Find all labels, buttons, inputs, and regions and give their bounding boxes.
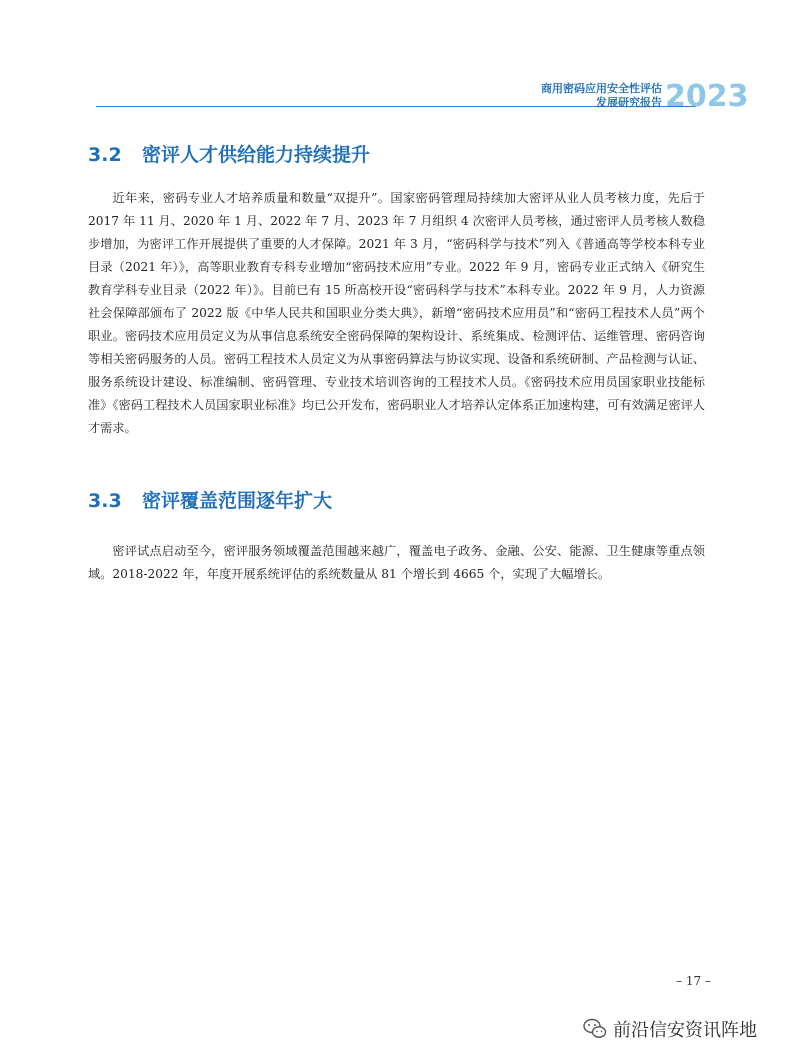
page-number: – 17 – (676, 974, 711, 988)
section-title: 密评覆盖范围逐年扩大 (142, 490, 333, 512)
report-header-title (541, 82, 662, 110)
report-title-line2: 发展研究报告 (596, 96, 662, 109)
watermark (583, 1014, 757, 1044)
report-title-line1: 商用密码应用安全性评估 (541, 82, 662, 95)
watermark-text: 前沿信安资讯阵地 (613, 1020, 757, 1041)
section-heading-3-3 (88, 482, 332, 520)
section-paragraph: 近年来，密码专业人才培养质量和数量“双提升”。国家密码管理局持续加大密评从业人员考核力度，先后于 2017 年 11 月、2020 年 1 月、2022 年 7 月、2023 年 7 月组织 4 次密评人员考核，通过密评人员考核人数稳步增加，为密评工作开展提供了重要的人才保障。2021 年 3 月，“密码科学与技术”列入《普通高等学校本科专业目录（2021 年）》，高等职业教育专科专业增加“密码技术应用”专业。2022 年 9 月，密码专业正式纳入《研究生教育学科专业目录（2022 年）》。目前已有 15 所高校开设“密码科学与技术”本科专业。2022 年 9 月，人力资源社会保障部颁布了 2022 版《中华人民共和国职业分类大典》，新增“密码技术应用员”和“密码工程技术人员”两个职业。密码技术应用员定义为从事信息系统安全密码保障的架构设计、系统集成、检测评估、运维管理、密码咨询等相关密码服务的人员。密码工程技术人员定义为从事密码算法与协议实现、设备和系统研制、产品检测与认证、服务系统设计建设、标准编制、密码管理、专业技术培训咨询的工程技术人员。《密码技术应用员国家职业技能标准》《密码工程技术人员国家职业标准》均已公开发布，密码职业人才培养认定体系正加速构建，可有效满足密评人才需求。 (88, 191, 705, 435)
section-number: 3.3 (88, 490, 122, 512)
report-year: 2023 (665, 79, 749, 114)
wechat-icon (583, 1018, 607, 1040)
section-title: 密评人才供给能力持续提升 (142, 144, 371, 166)
section-paragraph: 密评试点启动至今，密评服务领域覆盖范围越来越广，覆盖电子政务、金融、公安、能源、卫生健康等重点领域。2018-2022 年，年度开展系统评估的系统数量从 81 个增长到 4665 个，实现了大幅增长。 (88, 544, 705, 581)
section-number: 3.2 (88, 144, 122, 166)
section-heading-3-2 (88, 136, 370, 174)
